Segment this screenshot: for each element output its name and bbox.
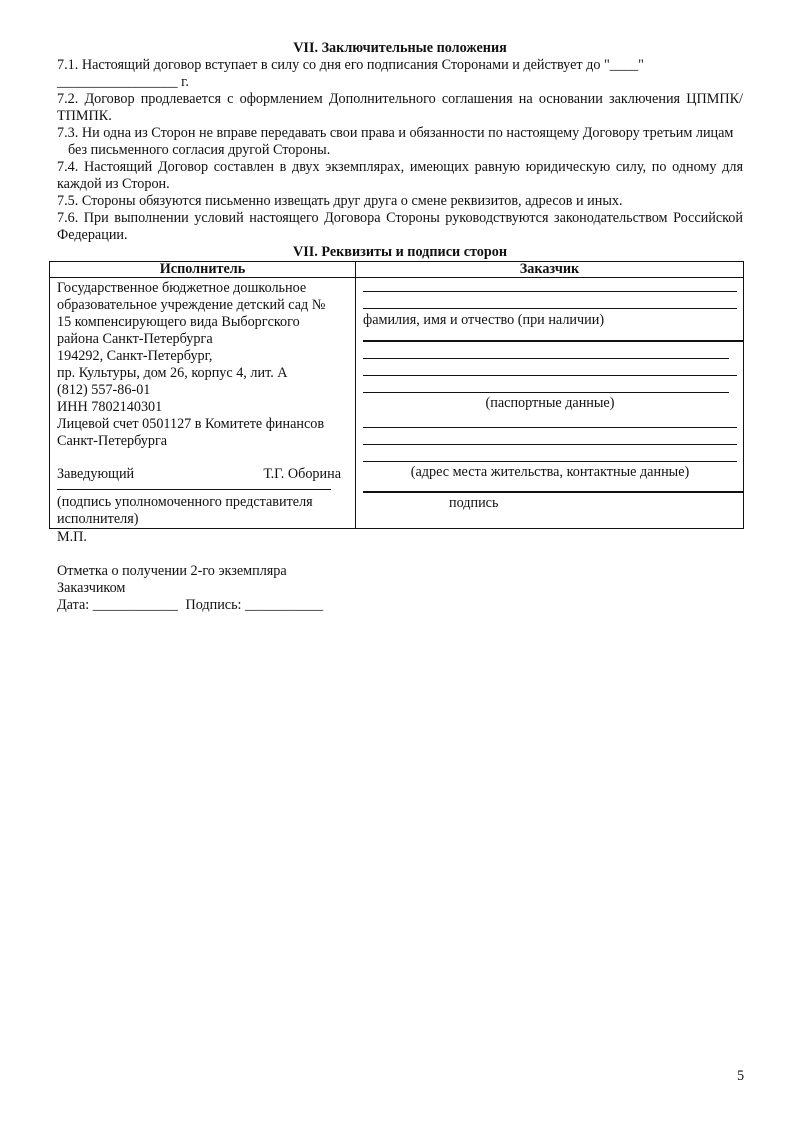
customer-blank-line (363, 428, 737, 445)
receipt-note: Заказчиком (57, 580, 126, 596)
customer-blank-line (363, 329, 744, 342)
executor-cell (50, 278, 356, 529)
executor-address: 194292, Санкт-Петербург, (57, 348, 213, 364)
executor-org-line: Государственное бюджетное дошкольное (57, 280, 307, 296)
customer-fio-caption: фамилия, имя и отчество (при наличии) (363, 312, 605, 328)
executor-signer-name: Т.Г. Оборина (263, 466, 341, 482)
customer-blank-line (363, 281, 737, 292)
customer-blank-line (363, 412, 737, 428)
executor-column-header: Исполнитель (50, 262, 356, 278)
document-page (57, 40, 743, 614)
clause-7-4: 7.4. Настоящий Договор составлен в двух экземплярах, имеющих равную юридическую силу, по одному для каждой из Сторон. (57, 159, 743, 192)
executor-signature-caption: (подпись уполномоченного представителя (57, 494, 313, 510)
section-heading: VII. Заключительные положения (293, 40, 507, 56)
executor-phone: (812) 557-86-01 (57, 382, 151, 398)
executor-position: Заведующий (57, 466, 135, 482)
customer-blank-line (363, 445, 737, 462)
executor-signature-line (57, 483, 331, 490)
clause-7-5: 7.5. Стороны обязуются письменно извещать друг друга о смене реквизитов, адресов и иных. (57, 193, 623, 209)
clause-7-3-line1: 7.3. Ни одна из Сторон не вправе передавать свои права и обязанности по настоящему Договору третьим лицам (57, 125, 734, 141)
receipt-date-sign-row (57, 597, 743, 614)
receipt-date-field: Дата: ____________ (57, 597, 178, 613)
requisites-table (49, 261, 744, 529)
customer-signature-line (363, 481, 744, 493)
requisites-heading: VII. Реквизиты и подписи сторон (292, 244, 508, 260)
customer-address-caption: (адрес места жительства, контактные данные) (410, 464, 690, 480)
customer-passport-caption: (паспортные данные) (485, 395, 615, 411)
executor-org-line: образовательное учреждение детский сад № (57, 297, 326, 313)
receipt-signature-field: Подпись: ___________ (185, 597, 324, 613)
executor-org-line: района Санкт-Петербурга (57, 331, 213, 347)
clause-7-1-line2: _________________ г. (57, 74, 189, 90)
executor-account: Санкт-Петербурга (57, 433, 168, 449)
customer-cell (356, 278, 744, 529)
executor-account: Лицевой счет 0501127 в Комитете финансов (57, 416, 325, 432)
customer-blank-line (363, 376, 729, 393)
clause-7-3-line2: без письменного согласия другой Стороны. (68, 142, 331, 158)
clause-7-2: 7.2. Договор продлевается с оформлением Дополнительного соглашения на основании заключения ЦПМПК/ТПМПК. (57, 91, 743, 124)
page-number: 5 (737, 1068, 745, 1084)
executor-inn: ИНН 7802140301 (57, 399, 163, 415)
clause-7-1-line1: 7.1. Настоящий договор вступает в силу со дня его подписания Сторонами и действует до "____" (57, 57, 644, 73)
stamp-label: М.П. (57, 529, 87, 545)
customer-column-header: Заказчик (356, 262, 744, 278)
executor-org-line: 15 компенсирующего вида Выборгского (57, 314, 300, 330)
customer-blank-line (363, 342, 729, 359)
clause-7-6: 7.6. При выполнении условий настоящего Договора Стороны руководствуются законодательством Российской Федерации. (57, 210, 743, 243)
executor-signer-row (57, 466, 349, 483)
customer-blank-line (363, 359, 737, 376)
receipt-note: Отметка о получении 2-го экземпляра (57, 563, 287, 579)
executor-address: пр. Культуры, дом 26, корпус 4, лит. А (57, 365, 288, 381)
customer-blank-line (363, 292, 737, 309)
customer-signature-caption: подпись (449, 495, 499, 511)
executor-signature-caption: исполнителя) (57, 511, 139, 527)
